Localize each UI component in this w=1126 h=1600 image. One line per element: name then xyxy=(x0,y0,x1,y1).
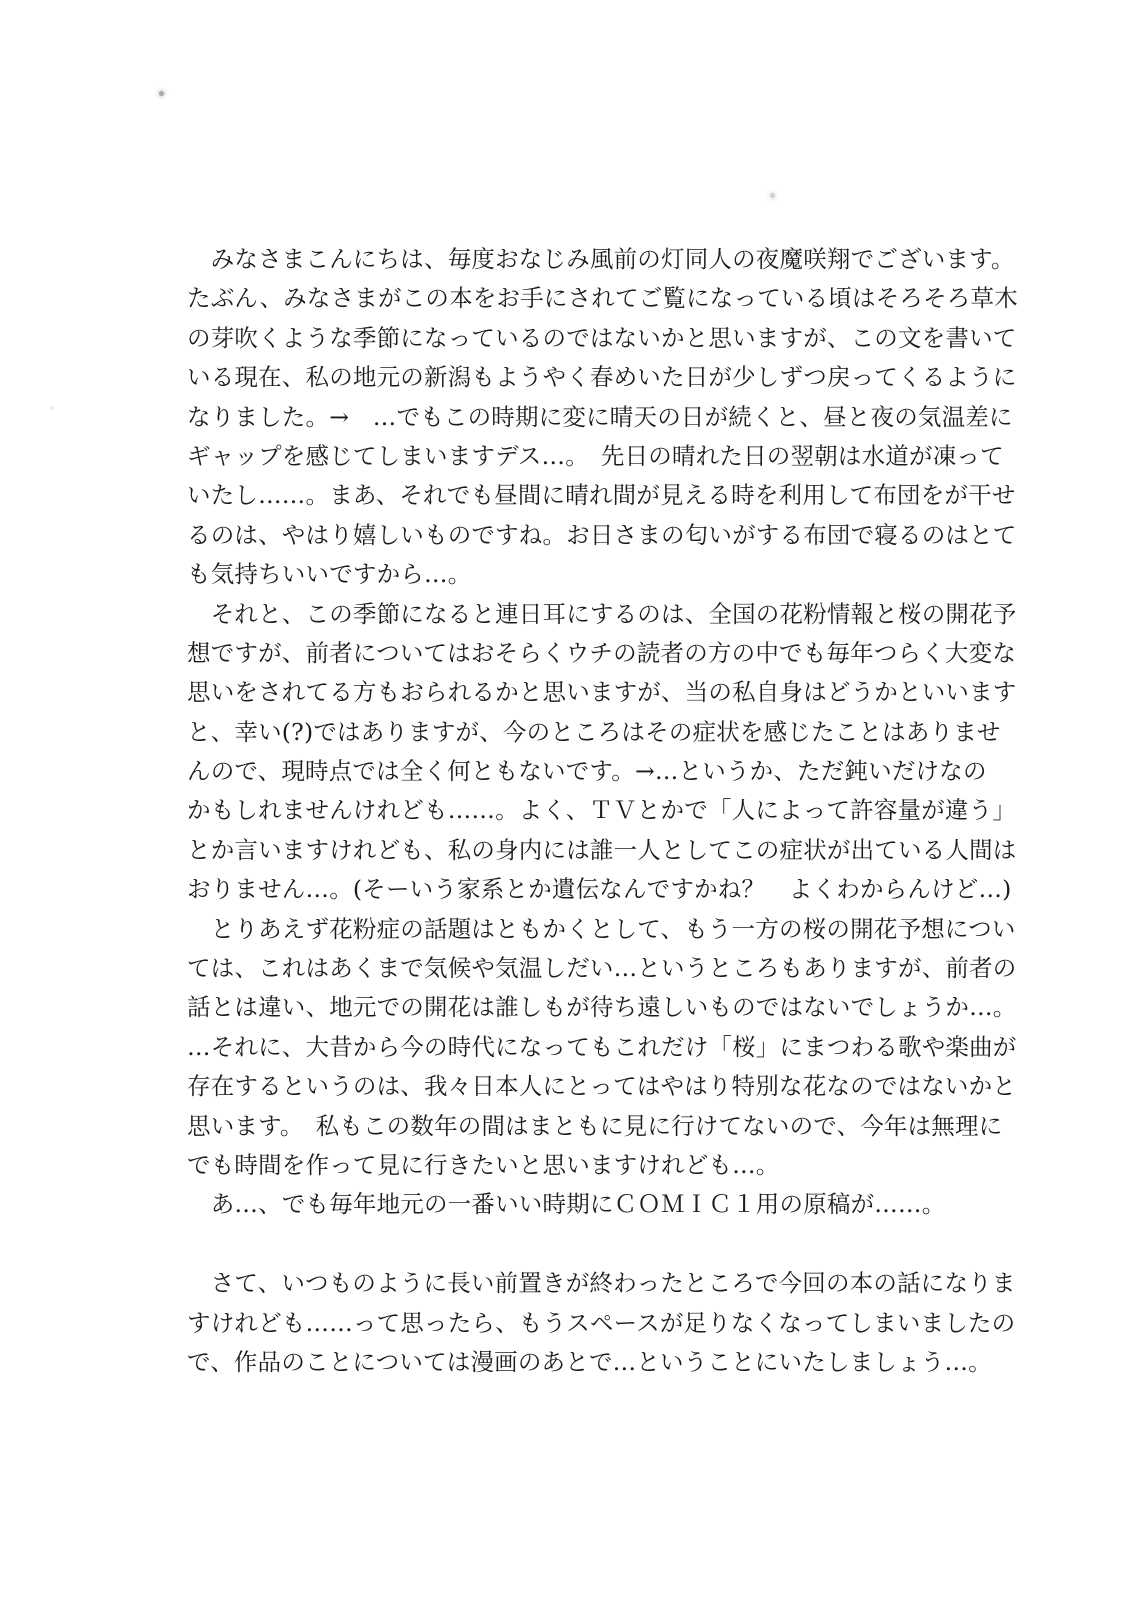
text-line: かもしれませんけれども……。よく、ＴＶとかで「人によって許容量が違う」 xyxy=(187,796,1017,825)
blank-line xyxy=(187,1225,1019,1264)
text-line: と、幸い(?)ではありますが、今のところはその症状を感じたことはありませ xyxy=(187,717,1001,746)
text-line: ては、これはあくまで気候や気温しだい…というところもありますが、前者の xyxy=(187,954,1017,983)
text-line: ギャップを感じてしまいますデス…。 先日の晴れた日の翌朝は水道が凍って xyxy=(187,441,1004,470)
text-line: 想ですが、前者についてはおそらくウチの読者の方の中でも毎年つらく大変な xyxy=(187,638,1017,667)
scan-speck xyxy=(770,193,775,198)
text-line: とか言いますけれども、私の身内には誰一人としてこの症状が出ている人間は xyxy=(187,835,1017,864)
text-line: んので、現時点では全く何ともないです。→…というか、ただ鈍いだけなの xyxy=(187,757,987,786)
text-line: 存在するというのは、我々日本人にとってはやはり特別な花なのではないかと xyxy=(187,1072,1017,1101)
text-line: の芽吹くような季節になっているのではないかと思いますが、この文を書いて xyxy=(187,323,1017,352)
text-line: るのは、やはり嬉しいものですね。お日さまの匂いがする布団で寝るのはとて xyxy=(187,520,1017,549)
text-line: みなさまこんにちは、毎度おなじみ風前の灯同人の夜魔咲翔でございます。 xyxy=(187,245,1015,273)
afterword-text-block xyxy=(187,240,1019,1382)
text-line: とりあえず花粉症の話題はともかくとして、もう一方の桜の開花予想につい xyxy=(187,914,1016,943)
text-line: あ…、でも毎年地元の一番いい時期にＣＯＭＩＣ１用の原稿が……。 xyxy=(187,1190,946,1219)
text-line: それと、この季節になると連日耳にするのは、全国の花粉情報と桜の開花予 xyxy=(187,599,1017,628)
text-line: 思いをされてる方もおられるかと思いますが、当の私自身はどうかといいます xyxy=(187,678,1017,707)
text-line: おりません…。(そーいう家系とか遺伝なんですかね？ よくわからんけど…) xyxy=(187,875,1012,904)
text-line: 話とは違い、地元での開花は誰しもが待ち遠しいものではないでしょうか…。 xyxy=(187,993,1017,1022)
scan-speck xyxy=(159,91,164,96)
scan-speck xyxy=(50,406,54,410)
text-line: いる現在、私の地元の新潟もようやく春めいた日が少しずつ戻ってくるように xyxy=(187,363,1017,392)
text-line: も気持ちいいですから…。 xyxy=(187,560,472,589)
text-line: でも時間を作って見に行きたいと思いますけれども…。 xyxy=(187,1150,780,1179)
text-line: 思います。 私もこの数年の間はまともに見に行けてないので、今年は無理に xyxy=(187,1111,1003,1140)
text-line: すけれども……って思ったら、もうスペースが足りなくなってしまいましたの xyxy=(187,1308,1016,1337)
text-line: たぶん、みなさまがこの本をお手にされてご覧になっている頃はそろそろ草木 xyxy=(187,284,1018,313)
text-line: なりました。→ …でもこの時期に変に晴天の日が続くと、昼と夜の気温差に xyxy=(187,402,1013,431)
text-line: いたし……。まあ、それでも昼間に晴れ間が見える時を利用して布団をが干せ xyxy=(187,481,1016,510)
text-line: で、作品のことについては漫画のあとで…ということにいたしましょう…。 xyxy=(187,1347,992,1376)
text-line: …それに、大昔から今の時代になってもこれだけ「桜」にまつわる歌や楽曲が xyxy=(187,1032,1017,1061)
text-line: さて、いつものように長い前置きが終わったところで今回の本の話になりま xyxy=(187,1269,1016,1298)
